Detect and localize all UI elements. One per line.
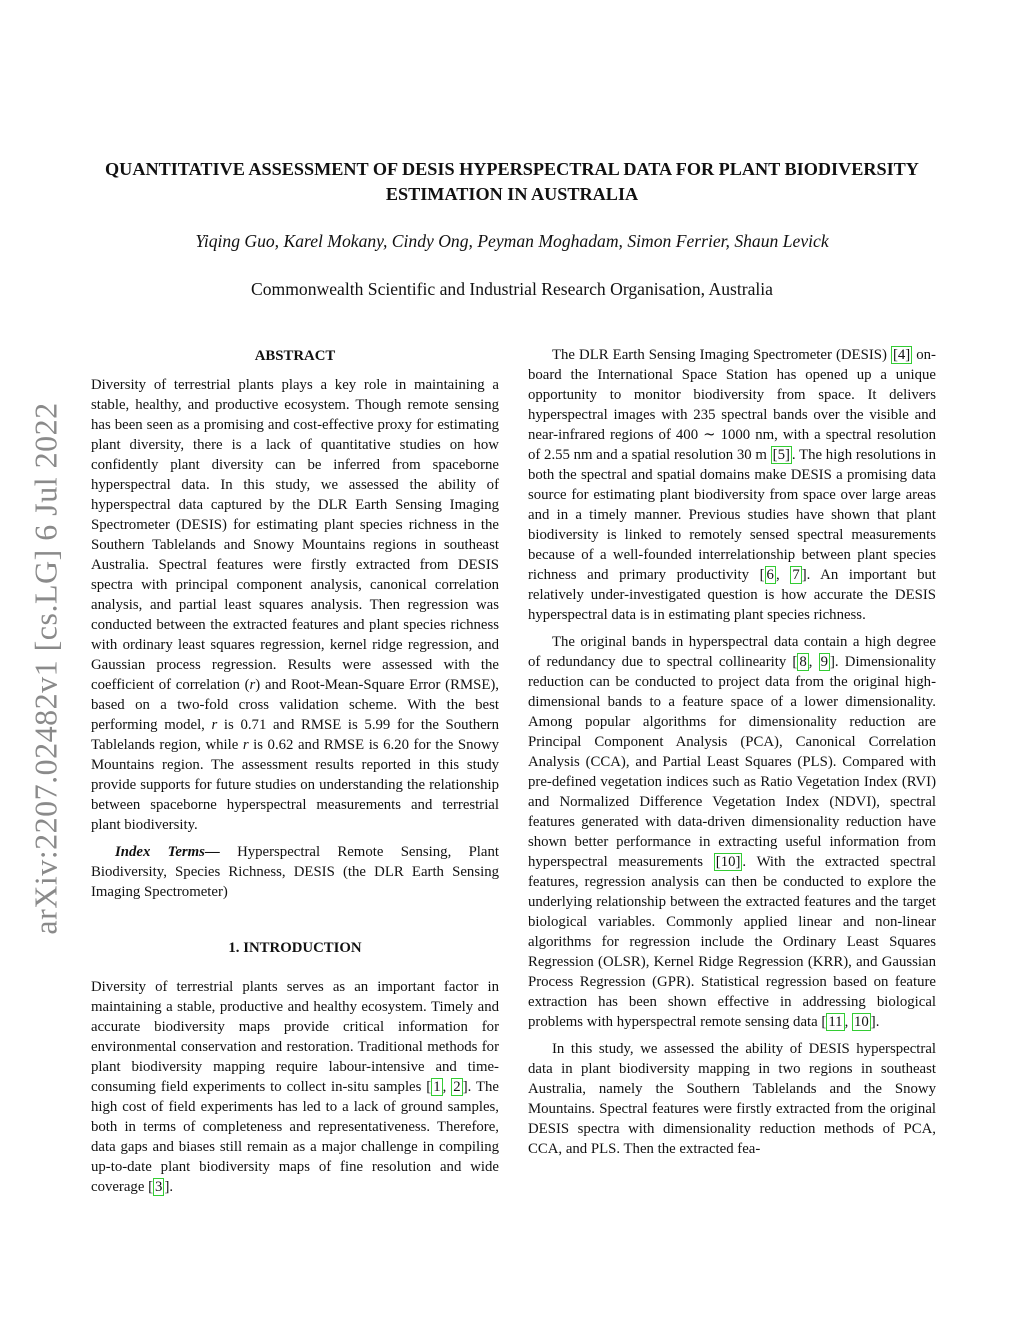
index-terms: Index Terms— Hyperspectral Remote Sensing, Plant Biodiversity, Species Richness, DESIS (the DLR Earth Sensing Imaging Spectrometer) [91, 844, 499, 900]
citation-link[interactable]: [4] [892, 347, 911, 363]
citation-link[interactable]: 10 [853, 1014, 869, 1030]
right-column [528, 345, 936, 1159]
left-column [91, 345, 499, 1197]
abstract-heading: ABSTRACT [254, 348, 336, 364]
citation-link[interactable]: 8 [799, 654, 807, 670]
citation-link[interactable]: [5] [772, 447, 790, 463]
affiliation: Commonwealth Scientific and Industrial Research Organisation, Australia [251, 279, 773, 299]
abstract-text: Diversity of terrestrial plants plays a key role in maintaining a stable, healthy, and productive ecosystem. Though remote sensing has been seen as a promising and cost-effective proxy for estimating plant diversity, there is a lack of quantitative studies on how confidently plant diversity can be inferred from spaceborne hyperspectral data. In this study, we assessed the ability of hyperspectral data captured by the DLR Earth Sensing Imaging Spectrometer (DESIS) for estimating plant species richness in the Southern Tablelands and Snowy Mountains regions in southeast Australia. Spectral features were firstly extracted from DESIS spectra with principal component analysis, canonical correlation analysis, and partial least squares analysis. Then regression was conducted between the extracted features and plant species richness with ordinary least squares regression, kernel ridge regression, and Gaussian process regression. Results were assessed with the coefficient of correlation (r) and Root-Mean-Square Error (RMSE), based on a two-fold cross validation scheme. With the best performing model, r is 0.71 and RMSE is 5.99 for the Southern Tablelands region, while r is 0.62 and RMSE is 6.20 for the Snowy Mountains region. The assessment results reported in this study provide supports for future studies on understanding the relationship between spaceborne hyperspectral measurements and terrestrial plant biodiversity. [91, 377, 500, 833]
citation-link[interactable]: 2 [453, 1079, 461, 1095]
arxiv-identifier [18, 375, 74, 961]
citation-link[interactable]: 7 [792, 567, 800, 583]
intro-paragraph-4: In this study, we assessed the ability of DESIS hyperspectral data in plant biodiversity mapping in two regions in southeast Australia, namely the Southern Tablelands and the Snowy Mountains. Spectral features were firstly extracted from the original DESIS spectra with dimensionality reduction methods of PCA, CCA, and PLS. Then the extracted fea- [528, 1041, 936, 1157]
citation-link[interactable]: 3 [155, 1179, 163, 1195]
intro-paragraph-3: The original bands in hyperspectral data contain a high degree of redundancy due to spectral collinearity [ 8 , 9 ]. Dimensionality reduction can be conducted to project data from the original high-dimensional bands to a feature space of a lower dimensionality. Among popular algorithms for dimensionality reduction are Principal Component Analysis (PCA), Canonical Correlation Analysis (CCA), and Partial Least Squares (PLS). Compared with pre-defined vegetation indices such as Ratio Vegetation Index (RVI) and Normalized Difference Vegetation Index (NDVI), spectral features generated with data-driven dimensionality reduction have shown better performance in extracting useful information from hyperspectral measurements [10] . With the extracted spectral features, regression analysis can then be conducted to explore the underlying relationship between the extracted features and the target biological variables. Commonly applied linear and non-linear algorithms for regression include the Ordinary Least Squares Regression (OLSR), Kernel Ridge Regression (KRR), and Gaussian Process Regression (GPR). Statistical regression based on feature extraction has been shown effective in addressing biological problems with hyperspectral remote sensing data [ 11 , 10 ]. [528, 634, 936, 1030]
citation-link[interactable]: 1 [433, 1079, 441, 1095]
introduction-heading: 1. INTRODUCTION [228, 940, 362, 956]
arxiv-identifier-text: arXiv:2207.02482v1 [cs.LG] 6 Jul 2022 [27, 401, 64, 935]
citation-link[interactable]: 9 [820, 654, 828, 670]
intro-paragraph-1: Diversity of terrestrial plants serves as an important factor in maintaining a stable, productive and healthy ecosystem. Timely and accurate biodiversity maps provide critical information for environmental conservation and restoration. Traditional methods for plant biodiversity mapping require labour-intensive and time-consuming field experiments to collect in-situ samples [ 1 , 2 ]. The high cost of field experiments has led to a lack of ground samples, both in terms of completeness and representativeness. Therefore, data gaps and biases still remain as a major challenge in compiling up-to-date plant biodiversity maps of fine resolution and wide coverage [ 3 ]. [91, 979, 499, 1195]
citation-link[interactable]: 6 [766, 567, 774, 583]
author-list: Yiqing Guo, Karel Mokany, Cindy Ong, Peyman Moghadam, Simon Ferrier, Shaun Levick [195, 231, 829, 251]
intro-paragraph-2: The DLR Earth Sensing Imaging Spectrometer (DESIS) [4] on-board the International Space Station has opened up a unique opportunity to monitor biodiversity from space. It delivers hyperspectral images with 235 spectral bands over the visible and near-infrared regions of 400 ∼ 1000 nm, with a spectral resolution of 2.55 nm and a spatial resolution 30 m [5] . The high resolutions in both the spectral and spatial domains make DESIS a promising data source for estimating plant biodiversity from space over large areas and in a timely manner. Previous studies have shown that plant biodiversity is linked to remotely sensed spectral measurements because of a well-founded interrelationship between plant species richness and primary productivity [ 6 , 7 ]. An important but relatively under-investigated question is how accurate the DESIS hyperspectral data is in estimating plant species richness. [528, 347, 936, 623]
citation-link[interactable]: 11 [828, 1014, 843, 1030]
index-terms-label: Index Terms— [115, 844, 220, 860]
citation-link[interactable]: [10] [715, 854, 741, 870]
paper-title: QUANTITATIVE ASSESSMENT OF DESIS HYPERSPECTRAL DATA FOR PLANT BIODIVERSITY ESTIMATION IN AUSTRALIA [105, 159, 919, 204]
